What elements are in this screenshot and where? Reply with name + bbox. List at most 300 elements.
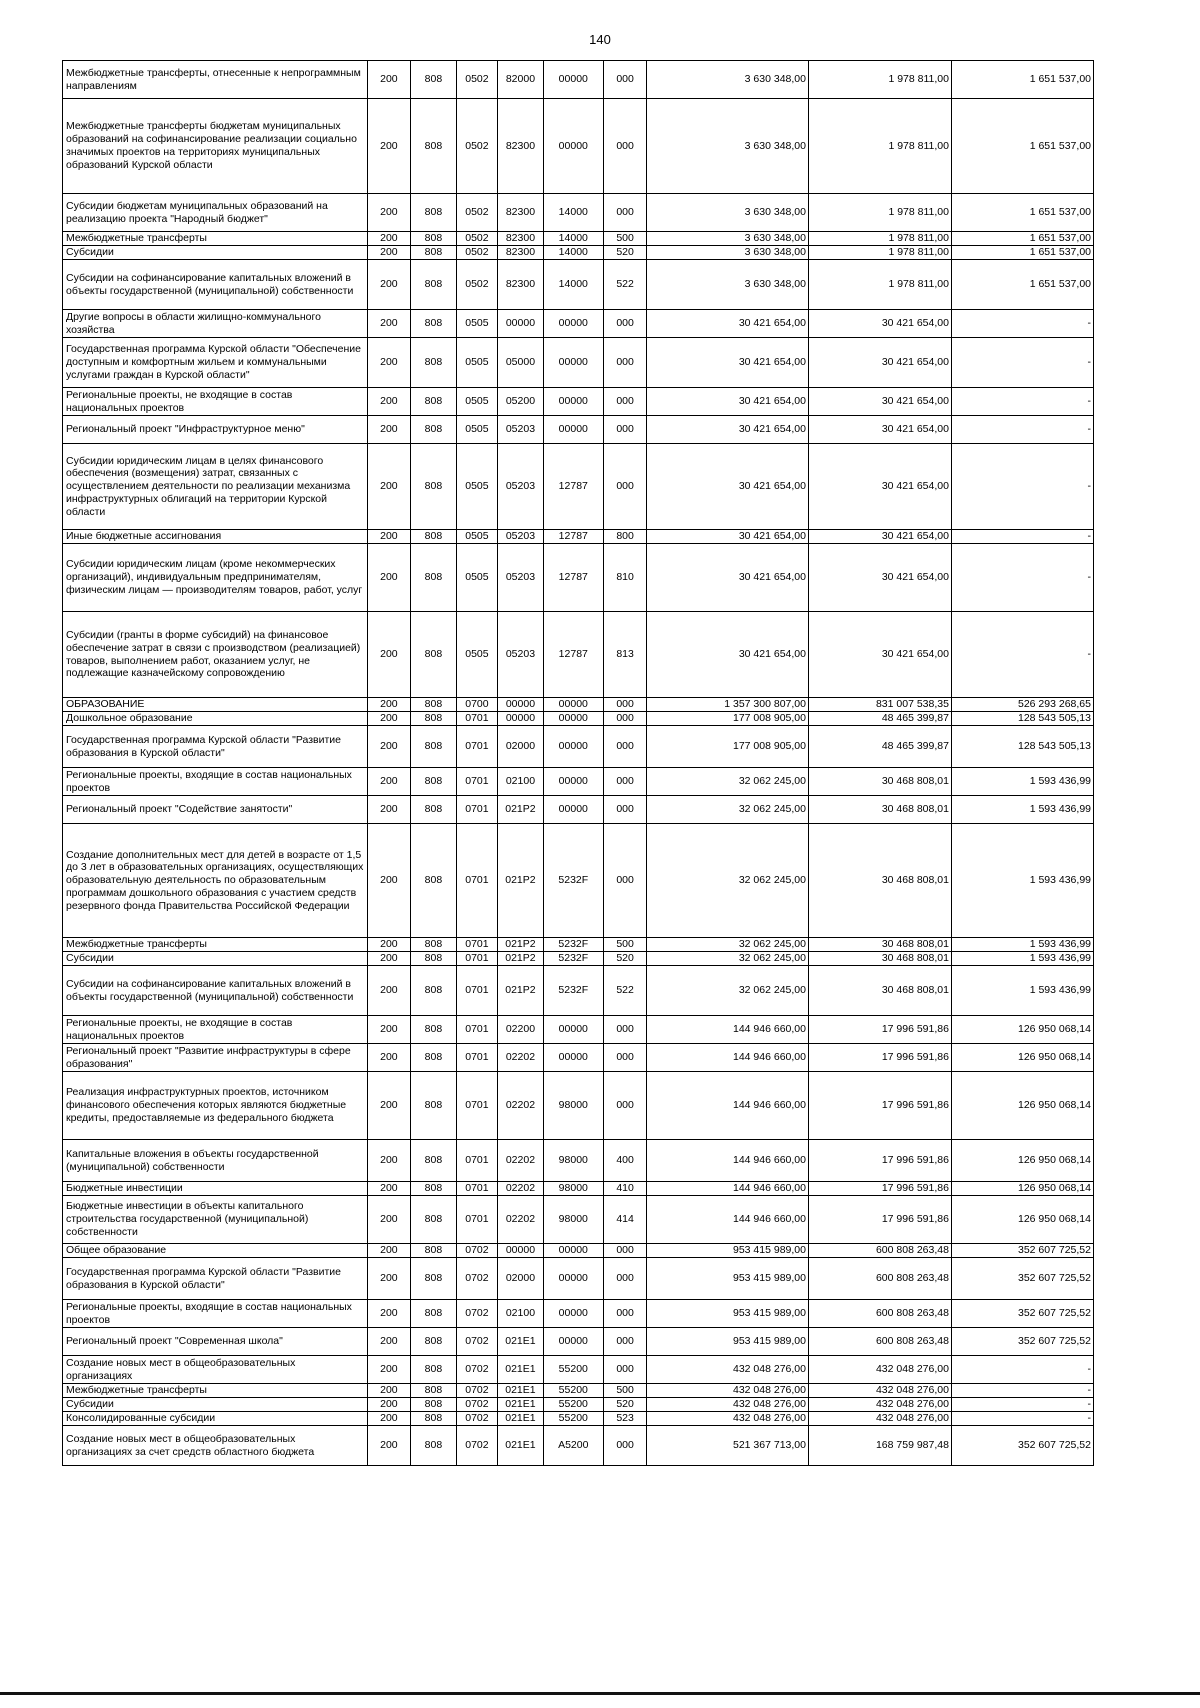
row-code-4: 00000 [498,1244,544,1258]
row-value-1: 32 062 245,00 [647,938,809,952]
row-value-2: 432 048 276,00 [808,1356,951,1384]
row-value-3: 1 651 537,00 [951,232,1093,246]
row-code-4: 021P2 [498,966,544,1016]
row-value-3: - [951,544,1093,612]
row-code-3: 0702 [456,1258,497,1300]
row-value-2: 30 421 654,00 [808,544,951,612]
row-value-2: 600 808 263,48 [808,1258,951,1300]
row-code-1: 200 [367,61,411,99]
table-row [63,194,1094,232]
row-value-2: 168 759 987,48 [808,1426,951,1466]
row-code-1: 200 [367,1196,411,1244]
row-code-4: 00000 [498,310,544,338]
row-value-1: 953 415 989,00 [647,1328,809,1356]
table-row [63,712,1094,726]
row-code-1: 200 [367,768,411,796]
row-code-3: 0701 [456,768,497,796]
row-code-5: A5200 [543,1426,603,1466]
row-code-6: 000 [603,338,647,388]
row-code-3: 0505 [456,544,497,612]
table-row [63,1072,1094,1140]
row-name-cell: Создание новых мест в общеобразовательных организациях за счет средств областного бюджета [63,1426,368,1466]
table-row [63,544,1094,612]
row-value-2: 432 048 276,00 [808,1412,951,1426]
row-code-6: 000 [603,444,647,530]
row-value-3: 352 607 725,52 [951,1258,1093,1300]
row-code-3: 0701 [456,1140,497,1182]
row-value-3: 1 593 436,99 [951,966,1093,1016]
row-code-3: 0701 [456,952,497,966]
table-row [63,1196,1094,1244]
row-code-6: 400 [603,1140,647,1182]
row-code-6: 522 [603,966,647,1016]
table-row [63,1044,1094,1072]
row-value-3: 352 607 725,52 [951,1328,1093,1356]
row-code-5: 5232F [543,938,603,952]
row-value-1: 144 946 660,00 [647,1196,809,1244]
table-row [63,1300,1094,1328]
row-value-2: 1 978 811,00 [808,194,951,232]
row-value-2: 600 808 263,48 [808,1300,951,1328]
row-code-5: 00000 [543,726,603,768]
row-value-3: 1 651 537,00 [951,61,1093,99]
row-value-1: 144 946 660,00 [647,1140,809,1182]
row-code-4: 021E1 [498,1384,544,1398]
row-code-4: 021P2 [498,952,544,966]
row-name-cell: Субсидии [63,1398,368,1412]
row-code-6: 520 [603,1398,647,1412]
row-value-1: 521 367 713,00 [647,1426,809,1466]
row-value-3: - [951,338,1093,388]
row-value-3: - [951,1356,1093,1384]
row-code-5: 00000 [543,61,603,99]
row-code-1: 200 [367,1328,411,1356]
row-value-1: 3 630 348,00 [647,194,809,232]
row-value-1: 144 946 660,00 [647,1044,809,1072]
row-value-1: 144 946 660,00 [647,1182,809,1196]
row-value-2: 30 468 808,01 [808,768,951,796]
row-code-4: 82300 [498,194,544,232]
row-code-2: 808 [411,232,457,246]
row-value-1: 432 048 276,00 [647,1384,809,1398]
row-code-4: 02000 [498,726,544,768]
row-code-6: 500 [603,1384,647,1398]
row-name-cell: Консолидированные субсидии [63,1412,368,1426]
row-value-3: - [951,1398,1093,1412]
row-code-6: 520 [603,952,647,966]
row-code-1: 200 [367,1140,411,1182]
row-code-4: 02100 [498,768,544,796]
row-value-1: 3 630 348,00 [647,99,809,194]
row-code-3: 0505 [456,444,497,530]
row-code-3: 0701 [456,1182,497,1196]
row-value-3: 128 543 505,13 [951,726,1093,768]
row-value-1: 953 415 989,00 [647,1300,809,1328]
row-value-2: 30 421 654,00 [808,444,951,530]
row-value-2: 1 978 811,00 [808,260,951,310]
row-name-cell: Субсидии [63,952,368,966]
row-code-4: 05203 [498,416,544,444]
row-value-3: 1 651 537,00 [951,99,1093,194]
row-value-3: 526 293 268,65 [951,698,1093,712]
row-value-3: 1 593 436,99 [951,952,1093,966]
row-code-5: 98000 [543,1140,603,1182]
row-code-4: 021E1 [498,1412,544,1426]
row-name-cell: Субсидии (гранты в форме субсидий) на финансовое обеспечение затрат в связи с производством (реализацией) товаров, выполнением работ, оказанием услуг, не подлежащие казначейскому сопровождению [63,612,368,698]
row-name-cell: Субсидии на софинансирование капитальных вложений в объекты государственной (муниципальной) собственности [63,260,368,310]
row-value-2: 30 421 654,00 [808,388,951,416]
row-code-3: 0502 [456,61,497,99]
row-code-2: 808 [411,310,457,338]
row-value-2: 48 465 399,87 [808,712,951,726]
row-value-2: 1 978 811,00 [808,99,951,194]
row-code-3: 0701 [456,966,497,1016]
row-code-2: 808 [411,99,457,194]
row-value-1: 3 630 348,00 [647,260,809,310]
row-code-2: 808 [411,938,457,952]
row-code-3: 0702 [456,1244,497,1258]
row-name-cell: Субсидии [63,246,368,260]
row-code-2: 808 [411,246,457,260]
row-code-6: 000 [603,1016,647,1044]
row-code-4: 02202 [498,1072,544,1140]
row-code-3: 0700 [456,698,497,712]
row-name-cell: Создание новых мест в общеобразовательных организациях [63,1356,368,1384]
table-row [63,698,1094,712]
row-name-cell: Региональный проект "Развитие инфраструктуры в сфере образования" [63,1044,368,1072]
row-name-cell: Другие вопросы в области жилищно-коммунального хозяйства [63,310,368,338]
row-code-5: 12787 [543,444,603,530]
row-value-2: 30 421 654,00 [808,530,951,544]
row-code-3: 0701 [456,1016,497,1044]
row-name-cell: Региональные проекты, входящие в состав национальных проектов [63,768,368,796]
row-value-3: 1 593 436,99 [951,796,1093,824]
row-code-2: 808 [411,338,457,388]
row-code-1: 200 [367,1398,411,1412]
row-code-4: 82300 [498,99,544,194]
row-code-3: 0702 [456,1426,497,1466]
row-code-1: 200 [367,712,411,726]
row-code-6: 000 [603,1258,647,1300]
table-row [63,768,1094,796]
row-code-6: 000 [603,99,647,194]
budget-table [62,60,1094,1466]
row-code-5: 14000 [543,260,603,310]
row-name-cell: Межбюджетные трансферты [63,938,368,952]
row-code-2: 808 [411,1072,457,1140]
row-code-3: 0702 [456,1398,497,1412]
row-value-1: 3 630 348,00 [647,232,809,246]
row-value-3: 126 950 068,14 [951,1140,1093,1182]
row-value-1: 177 008 905,00 [647,712,809,726]
row-name-cell: Региональные проекты, не входящие в состав национальных проектов [63,388,368,416]
row-code-1: 200 [367,1244,411,1258]
row-code-1: 200 [367,530,411,544]
row-value-1: 30 421 654,00 [647,388,809,416]
row-code-4: 82300 [498,260,544,310]
row-code-3: 0701 [456,1072,497,1140]
row-value-1: 1 357 300 807,00 [647,698,809,712]
row-value-2: 600 808 263,48 [808,1328,951,1356]
row-value-2: 30 421 654,00 [808,338,951,388]
row-code-1: 200 [367,966,411,1016]
row-code-6: 000 [603,194,647,232]
table-row [63,99,1094,194]
row-code-6: 000 [603,768,647,796]
row-value-2: 831 007 538,35 [808,698,951,712]
row-value-2: 432 048 276,00 [808,1384,951,1398]
row-code-2: 808 [411,698,457,712]
row-code-1: 200 [367,1356,411,1384]
table-row [63,1244,1094,1258]
row-value-3: - [951,530,1093,544]
row-code-5: 98000 [543,1182,603,1196]
row-code-2: 808 [411,966,457,1016]
row-code-1: 200 [367,544,411,612]
row-code-1: 200 [367,1258,411,1300]
row-value-2: 17 996 591,86 [808,1072,951,1140]
row-name-cell: Капитальные вложения в объекты государственной (муниципальной) собственности [63,1140,368,1182]
row-value-3: 352 607 725,52 [951,1244,1093,1258]
row-code-6: 000 [603,1356,647,1384]
row-value-1: 3 630 348,00 [647,246,809,260]
row-code-2: 808 [411,952,457,966]
row-code-5: 00000 [543,1258,603,1300]
table-row [63,444,1094,530]
row-code-3: 0702 [456,1300,497,1328]
row-code-1: 200 [367,1182,411,1196]
row-name-cell: Субсидии юридическим лицам (кроме некоммерческих организаций), индивидуальным предпринимателям, физическим лицам — производителям товаров, работ, услуг [63,544,368,612]
row-code-5: 55200 [543,1412,603,1426]
row-value-1: 144 946 660,00 [647,1072,809,1140]
row-code-6: 000 [603,1244,647,1258]
page-number: 140 [589,32,611,47]
row-code-2: 808 [411,1328,457,1356]
row-code-3: 0502 [456,194,497,232]
row-code-3: 0505 [456,310,497,338]
row-code-2: 808 [411,1426,457,1466]
row-code-6: 800 [603,530,647,544]
row-code-1: 200 [367,444,411,530]
row-code-2: 808 [411,768,457,796]
row-value-2: 1 978 811,00 [808,61,951,99]
row-code-1: 200 [367,232,411,246]
row-code-2: 808 [411,260,457,310]
row-code-1: 200 [367,612,411,698]
row-value-3: 126 950 068,14 [951,1072,1093,1140]
row-value-3: - [951,444,1093,530]
row-code-2: 808 [411,1384,457,1398]
row-code-1: 200 [367,416,411,444]
table-row [63,966,1094,1016]
row-code-6: 410 [603,1182,647,1196]
row-name-cell: Региональный проект "Инфраструктурное меню" [63,416,368,444]
row-name-cell: Субсидии на софинансирование капитальных вложений в объекты государственной (муниципальной) собственности [63,966,368,1016]
row-value-1: 30 421 654,00 [647,416,809,444]
row-code-4: 021P2 [498,824,544,938]
row-code-5: 00000 [543,712,603,726]
row-code-2: 808 [411,824,457,938]
row-code-4: 02202 [498,1140,544,1182]
row-code-6: 000 [603,1044,647,1072]
row-value-3: 1 651 537,00 [951,194,1093,232]
row-code-1: 200 [367,338,411,388]
row-value-3: 1 593 436,99 [951,768,1093,796]
table-row [63,1398,1094,1412]
row-value-3: 1 651 537,00 [951,260,1093,310]
table-row [63,260,1094,310]
row-code-5: 14000 [543,232,603,246]
table-row [63,232,1094,246]
row-code-3: 0502 [456,260,497,310]
row-code-3: 0702 [456,1328,497,1356]
row-code-4: 02202 [498,1196,544,1244]
row-name-cell: Межбюджетные трансферты [63,232,368,246]
row-code-4: 021P2 [498,796,544,824]
row-value-2: 30 468 808,01 [808,824,951,938]
row-code-3: 0701 [456,824,497,938]
row-code-4: 05200 [498,388,544,416]
table-row [63,1412,1094,1426]
row-value-2: 1 978 811,00 [808,232,951,246]
row-code-6: 000 [603,1328,647,1356]
row-code-2: 808 [411,726,457,768]
row-code-1: 200 [367,310,411,338]
row-value-1: 30 421 654,00 [647,612,809,698]
row-code-5: 00000 [543,388,603,416]
row-name-cell: Региональный проект "Современная школа" [63,1328,368,1356]
row-code-1: 200 [367,246,411,260]
row-code-2: 808 [411,712,457,726]
row-name-cell: Бюджетные инвестиции в объекты капитального строительства государственной (муниципальной) собственности [63,1196,368,1244]
row-code-5: 00000 [543,1300,603,1328]
row-value-2: 17 996 591,86 [808,1196,951,1244]
row-value-2: 30 468 808,01 [808,966,951,1016]
row-name-cell: Субсидии бюджетам муниципальных образований на реализацию проекта "Народный бюджет" [63,194,368,232]
row-value-2: 600 808 263,48 [808,1244,951,1258]
row-code-5: 12787 [543,530,603,544]
row-code-4: 00000 [498,712,544,726]
table-row [63,796,1094,824]
row-code-5: 5232F [543,952,603,966]
row-code-5: 00000 [543,796,603,824]
table-row [63,952,1094,966]
row-value-1: 30 421 654,00 [647,544,809,612]
row-value-3: - [951,416,1093,444]
row-code-4: 05000 [498,338,544,388]
row-code-5: 14000 [543,246,603,260]
row-value-1: 30 421 654,00 [647,444,809,530]
row-name-cell: Межбюджетные трансферты, отнесенные к непрограммным направлениям [63,61,368,99]
row-code-4: 021E1 [498,1328,544,1356]
table-row [63,1258,1094,1300]
row-code-4: 05203 [498,530,544,544]
row-code-4: 02000 [498,1258,544,1300]
row-value-1: 32 062 245,00 [647,952,809,966]
table-row [63,1328,1094,1356]
table-row [63,388,1094,416]
row-code-6: 000 [603,416,647,444]
row-value-3: 128 543 505,13 [951,712,1093,726]
row-value-1: 432 048 276,00 [647,1356,809,1384]
row-code-5: 00000 [543,416,603,444]
row-code-3: 0702 [456,1356,497,1384]
row-code-3: 0505 [456,416,497,444]
row-code-2: 808 [411,1398,457,1412]
row-code-5: 00000 [543,1328,603,1356]
row-value-3: 126 950 068,14 [951,1196,1093,1244]
row-value-3: 352 607 725,52 [951,1426,1093,1466]
page-bottom-border [0,1692,1200,1695]
row-code-4: 05203 [498,444,544,530]
row-code-6: 000 [603,1300,647,1328]
row-code-5: 55200 [543,1398,603,1412]
row-code-5: 00000 [543,1044,603,1072]
row-value-2: 1 978 811,00 [808,246,951,260]
row-code-3: 0702 [456,1384,497,1398]
table-row [63,1426,1094,1466]
row-code-2: 808 [411,388,457,416]
table-row [63,1016,1094,1044]
row-code-1: 200 [367,952,411,966]
row-code-2: 808 [411,1258,457,1300]
row-code-1: 200 [367,1300,411,1328]
row-code-2: 808 [411,544,457,612]
row-code-3: 0701 [456,1196,497,1244]
row-code-1: 200 [367,796,411,824]
row-name-cell: Региональные проекты, не входящие в состав национальных проектов [63,1016,368,1044]
row-code-1: 200 [367,938,411,952]
row-code-4: 05203 [498,544,544,612]
row-code-6: 000 [603,1072,647,1140]
row-name-cell: Иные бюджетные ассигнования [63,530,368,544]
row-code-2: 808 [411,444,457,530]
row-value-1: 30 421 654,00 [647,310,809,338]
row-value-2: 17 996 591,86 [808,1016,951,1044]
row-name-cell: Региональный проект "Содействие занятости" [63,796,368,824]
row-code-2: 808 [411,1244,457,1258]
row-code-2: 808 [411,1182,457,1196]
row-value-3: 352 607 725,52 [951,1300,1093,1328]
row-code-3: 0505 [456,530,497,544]
row-code-3: 0505 [456,338,497,388]
row-code-6: 523 [603,1412,647,1426]
row-value-2: 30 421 654,00 [808,612,951,698]
row-code-6: 000 [603,824,647,938]
row-code-3: 0701 [456,1044,497,1072]
table-row [63,416,1094,444]
row-code-1: 200 [367,698,411,712]
row-value-1: 432 048 276,00 [647,1412,809,1426]
row-value-2: 432 048 276,00 [808,1398,951,1412]
row-code-5: 12787 [543,544,603,612]
row-code-3: 0502 [456,246,497,260]
row-code-2: 808 [411,1140,457,1182]
row-value-3: - [951,612,1093,698]
row-code-4: 00000 [498,698,544,712]
row-name-cell: Реализация инфраструктурных проектов, источником финансового обеспечения которых являются бюджетные кредиты, предоставляемые из федерального бюджета [63,1072,368,1140]
row-code-3: 0701 [456,796,497,824]
row-code-6: 000 [603,61,647,99]
row-code-6: 000 [603,1426,647,1466]
table-row [63,824,1094,938]
row-code-4: 02202 [498,1044,544,1072]
row-code-6: 522 [603,260,647,310]
row-code-5: 00000 [543,338,603,388]
table-row [63,338,1094,388]
row-code-4: 021E1 [498,1398,544,1412]
row-value-1: 144 946 660,00 [647,1016,809,1044]
